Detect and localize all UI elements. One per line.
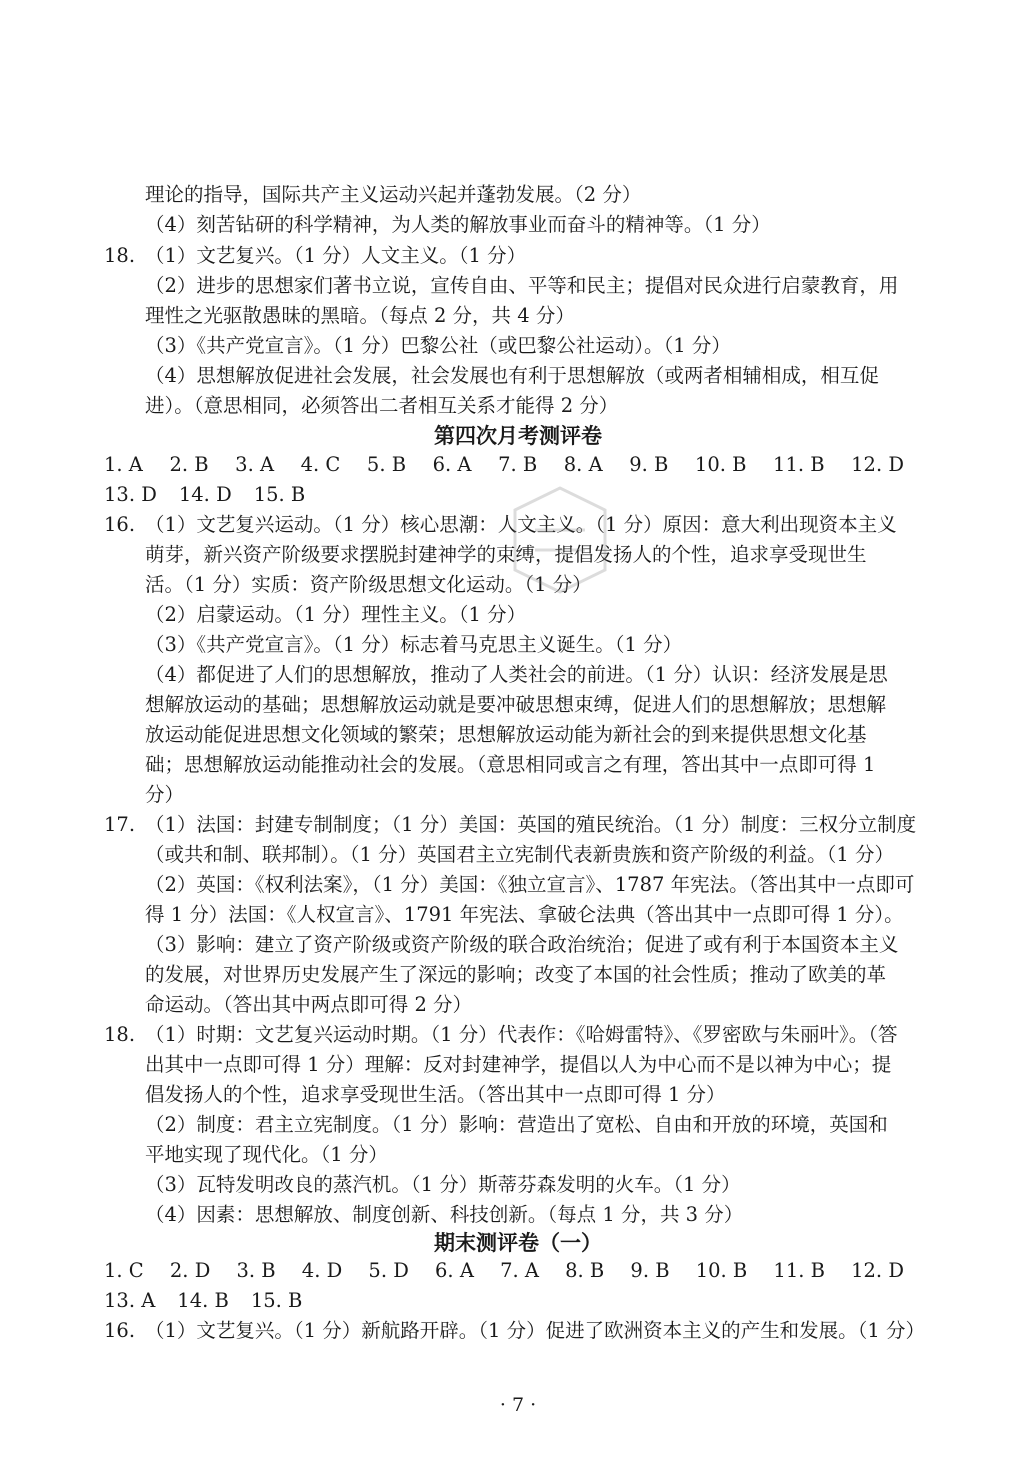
text-line: （2）启蒙运动。（1 分）理性主义。（1 分） xyxy=(145,603,527,626)
text-line: 分） xyxy=(145,783,185,806)
choice-answer: 2. D xyxy=(169,1259,211,1282)
text-line: 命运动。（答出其中两点即可得 2 分） xyxy=(145,993,473,1016)
choice-answer: 7. A xyxy=(500,1259,539,1282)
choice-answer: 9. B xyxy=(629,453,669,476)
text-line: （1）时期：文艺复兴运动时期。（1 分）代表作：《哈姆雷特》、《罗密欧与朱丽叶》。（答 xyxy=(145,1023,898,1046)
choice-answer: 1. A xyxy=(104,453,143,476)
choice-answer: 12. D xyxy=(851,1259,904,1282)
choice-answer: 5. D xyxy=(368,1259,409,1282)
text-line: （或共和制、联邦制）。（1 分）英国君主立宪制代表新贵族和资产阶级的利益。（1 分） xyxy=(145,843,894,866)
multiple-choice-row xyxy=(104,1256,904,1286)
text-line: 出其中一点即可得 1 分）理解：反对封建神学，提倡以人为中心而不是以神为中心；提 xyxy=(145,1053,892,1076)
choice-answer: 3. A xyxy=(235,453,275,476)
choice-answer: 11. B xyxy=(773,1259,825,1282)
text-line: 想解放运动的基础；思想解放运动就是要冲破思想束缚，促进人们的思想解放；思想解 xyxy=(145,693,887,716)
text-line: 理论的指导，国际共产主义运动兴起并蓬勃发展。（2 分） xyxy=(145,183,642,206)
text-line: （4）刻苦钻研的科学精神，为人类的解放事业而奋斗的精神等。（1 分） xyxy=(145,213,771,236)
text-line: （1）法国：封建专制制度；（1 分）美国：英国的殖民统治。（1 分）制度：三权分立制度 xyxy=(145,813,917,836)
text-line: 础；思想解放运动能推动社会的发展。（意思相同或言之有理，答出其中一点即可得 1 xyxy=(145,753,876,776)
text-line: （1）文艺复兴。（1 分）人文主义。（1 分） xyxy=(145,244,527,267)
text-line: 萌芽，新兴资产阶级要求摆脱封建神学的束缚，提倡发扬人的个性，追求享受现世生 xyxy=(145,543,867,566)
multiple-choice-row xyxy=(104,1286,904,1316)
text-line: （3）影响：建立了资产阶级或资产阶级的联合政治统治；促进了或有利于本国资本主义 xyxy=(145,933,899,956)
choice-answer: 5. B xyxy=(366,453,407,476)
section-title: 第四次月考测评卷 xyxy=(434,424,602,448)
text-line: 活。（1 分）实质：资产阶级思想文化运动。（1 分） xyxy=(145,573,592,596)
text-line: （3）《共产党宣言》。（1 分）巴黎公社（或巴黎公社运动）。（1 分） xyxy=(145,334,731,357)
choice-answer: 10. B xyxy=(694,453,747,476)
question-number: 16. xyxy=(104,513,136,536)
text-line: 倡发扬人的个性，追求享受现世生活。（答出其中一点即可得 1 分） xyxy=(145,1083,726,1106)
text-line: 的发展，对世界历史发展产生了深远的影响；改变了本国的社会性质；推动了欧美的革 xyxy=(145,963,887,986)
text-line: 进）。（意思相同，必须答出二者相互关系才能得 2 分） xyxy=(145,394,619,417)
choice-answer: 3. B xyxy=(236,1259,276,1282)
question-number: 18. xyxy=(104,244,136,267)
choice-answer: 4. C xyxy=(300,453,341,476)
text-line: 得 1 分）法国：《人权宣言》、1791 年宪法、拿破仑法典（答出其中一点即可得 1 分）。 xyxy=(145,903,904,926)
text-line: （4）思想解放促进社会发展，社会发展也有利于思想解放（或两者相辅相成，相互促 xyxy=(145,364,879,387)
text-line: 平地实现了现代化。（1 分） xyxy=(145,1143,388,1166)
multiple-choice-row xyxy=(104,450,904,480)
choice-answer: 11. B xyxy=(773,453,825,476)
choice-answer: 6. A xyxy=(432,453,472,476)
multiple-choice-row xyxy=(104,480,904,510)
question-number: 17. xyxy=(104,813,136,836)
choice-answer: 1. C xyxy=(104,1259,144,1282)
choice-answer: 13. A xyxy=(104,1289,156,1312)
text-line: （2）进步的思想家们著书立说，宣传自由、平等和民主；提倡对民众进行启蒙教育，用 xyxy=(145,274,899,297)
choice-answer: 10. B xyxy=(695,1259,748,1282)
text-line: （4）因素：思想解放、制度创新、科技创新。（每点 1 分，共 3 分） xyxy=(145,1203,744,1226)
choice-answer: 4. D xyxy=(301,1259,343,1282)
text-line: （2）英国：《权利法案》，（1 分）美国：《独立宣言》、1787 年宪法。（答出其中一点即可 xyxy=(145,873,915,896)
question-number: 18. xyxy=(104,1023,136,1046)
choice-answer: 12. D xyxy=(851,453,904,476)
choice-answer: 13. D xyxy=(104,483,157,506)
text-line: （3）瓦特发明改良的蒸汽机。（1 分）斯蒂芬森发明的火车。（1 分） xyxy=(145,1173,741,1196)
question-number: 16. xyxy=(104,1319,136,1342)
text-line: （1）文艺复兴运动。（1 分）核心思潮：人文主义。（1 分）原因：意大利出现资本主义 xyxy=(145,513,897,536)
choice-answer: 15. B xyxy=(250,1289,303,1312)
choice-answer: 2. B xyxy=(169,453,209,476)
text-line: （3）《共产党宣言》。（1 分）标志着马克思主义诞生。（1 分） xyxy=(145,633,683,656)
text-line: （2）制度：君主立宪制度。（1 分）影响：营造出了宽松、自由和开放的环境，英国和 xyxy=(145,1113,888,1136)
page-number: · 7 · xyxy=(499,1394,537,1416)
text-line: 放运动能促进思想文化领域的繁荣；思想解放运动能为新社会的到来提供思想文化基 xyxy=(145,723,867,746)
text-line: （1）文艺复兴。（1 分）新航路开辟。（1 分）促进了欧洲资本主义的产生和发展。（1 分） xyxy=(145,1319,925,1342)
text-line: （4）都促进了人们的思想解放，推动了人类社会的前进。（1 分）认识：经济发展是思 xyxy=(145,663,888,686)
choice-answer: 15. B xyxy=(253,483,306,506)
choice-answer: 9. B xyxy=(630,1259,670,1282)
section-title: 期末测评卷（一） xyxy=(434,1231,602,1255)
choice-answer: 14. D xyxy=(178,483,232,506)
choice-answer: 14. B xyxy=(177,1289,229,1312)
choice-answer: 8. B xyxy=(565,1259,605,1282)
choice-answer: 7. B xyxy=(498,453,538,476)
text-line: 理性之光驱散愚昧的黑暗。（每点 2 分，共 4 分） xyxy=(145,304,575,327)
choice-answer: 6. A xyxy=(435,1259,474,1282)
choice-answer: 8. A xyxy=(563,453,603,476)
